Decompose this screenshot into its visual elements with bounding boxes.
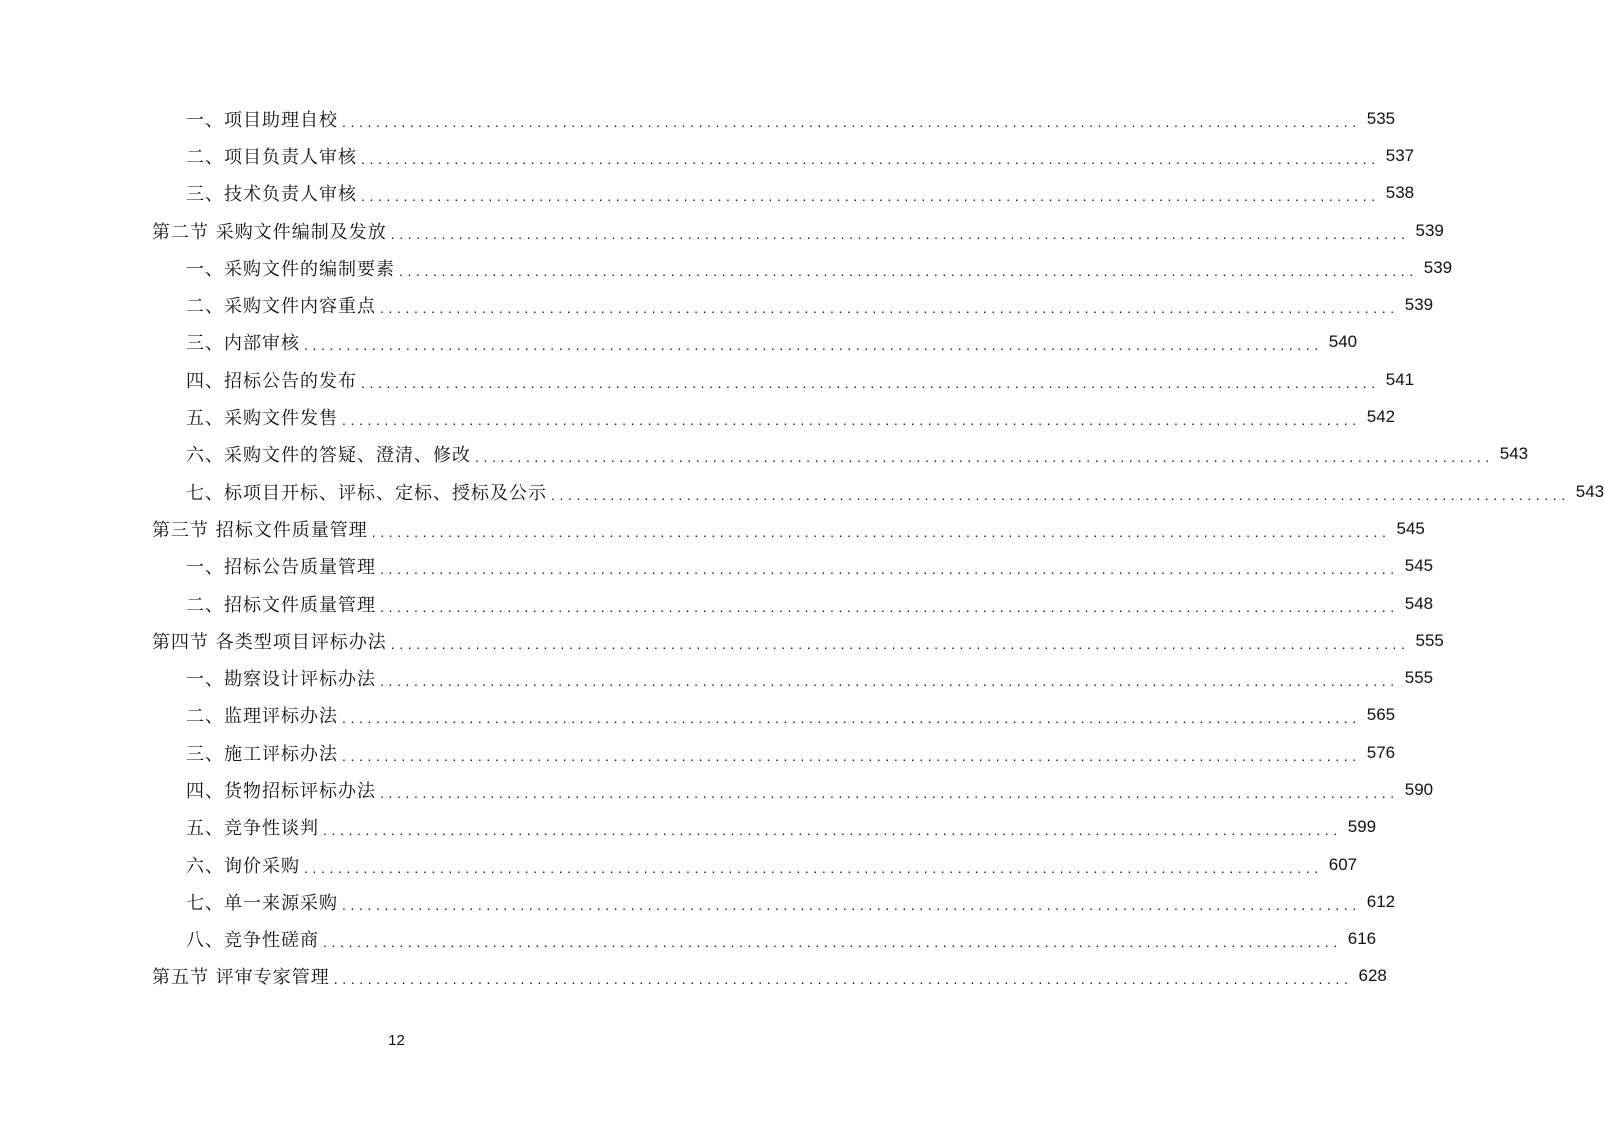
toc-entry-page: 537 xyxy=(1385,145,1415,165)
toc-entry-title: 一、项目助理自校 xyxy=(186,109,338,131)
toc-entry-page: 548 xyxy=(1404,593,1434,613)
toc-entry-page: 535 xyxy=(1366,108,1396,128)
toc-item-row xyxy=(0,585,1434,622)
dot-leader: ........................................................................................................................ xyxy=(380,673,1399,690)
toc-entry-title: 七、标项目开标、评标、定标、授标及公示 xyxy=(186,482,547,504)
toc-entry-title: 六、采购文件的答疑、澄清、修改 xyxy=(186,445,471,467)
toc-item-row xyxy=(0,883,1396,920)
table-of-contents xyxy=(0,100,1604,995)
dot-leader: ........................................................................................................................ xyxy=(399,262,1418,279)
page-number: 12 xyxy=(388,1032,405,1049)
dot-leader: ........................................................................................................................ xyxy=(342,412,1361,429)
toc-section-row xyxy=(0,622,1444,659)
toc-item-row xyxy=(0,771,1434,808)
toc-entry-title: 第四节 各类型项目评标办法 xyxy=(152,631,387,653)
dot-leader: ........................................................................................................................ xyxy=(390,635,1410,652)
toc-entry-page: 539 xyxy=(1415,220,1444,240)
toc-entry-title: 四、招标公告的发布 xyxy=(186,370,357,392)
toc-entry-title: 二、招标文件质量管理 xyxy=(186,594,376,616)
toc-item-row xyxy=(0,473,1604,510)
toc-entry-page: 612 xyxy=(1366,891,1396,911)
dot-leader: ........................................................................................................................ xyxy=(304,337,1323,354)
toc-item-row xyxy=(0,436,1529,473)
dot-leader: ........................................................................................................................ xyxy=(380,561,1399,578)
toc-entry-title: 三、施工评标办法 xyxy=(186,743,338,765)
toc-entry-page: 616 xyxy=(1347,929,1377,949)
toc-entry-title: 第二节 采购文件编制及发放 xyxy=(152,221,387,243)
toc-entry-page: 539 xyxy=(1404,295,1434,315)
toc-entry-page: 542 xyxy=(1366,407,1396,427)
toc-item-row xyxy=(0,846,1358,883)
toc-item-row xyxy=(0,659,1434,696)
toc-section-row xyxy=(0,510,1425,547)
toc-entry-title: 三、内部审核 xyxy=(186,333,300,355)
toc-entry-page: 545 xyxy=(1396,518,1425,538)
dot-leader: ........................................................................................................................ xyxy=(342,747,1361,764)
dot-leader: ........................................................................................................................ xyxy=(361,150,1380,167)
toc-section-row xyxy=(0,958,1387,995)
dot-leader: ........................................................................................................................ xyxy=(323,822,1342,839)
dot-leader: ........................................................................................................................ xyxy=(380,300,1399,317)
dot-leader: ........................................................................................................................ xyxy=(361,374,1380,391)
toc-item-row xyxy=(0,100,1396,137)
toc-entry-title: 一、采购文件的编制要素 xyxy=(186,258,395,280)
toc-entry-title: 第三节 招标文件质量管理 xyxy=(152,519,368,541)
toc-item-row xyxy=(0,921,1377,958)
toc-entry-page: 539 xyxy=(1423,257,1453,277)
toc-entry-page: 541 xyxy=(1385,369,1415,389)
toc-section-row xyxy=(0,212,1444,249)
toc-entry-page: 628 xyxy=(1358,966,1387,986)
toc-entry-title: 七、单一来源采购 xyxy=(186,892,338,914)
dot-leader: ........................................................................................................................ xyxy=(380,784,1399,801)
dot-leader: ........................................................................................................................ xyxy=(361,188,1380,205)
toc-entry-title: 一、勘察设计评标办法 xyxy=(186,669,376,691)
toc-item-row xyxy=(0,361,1415,398)
toc-item-row xyxy=(0,249,1453,286)
toc-entry-page: 545 xyxy=(1404,556,1434,576)
toc-entry-title: 五、采购文件发售 xyxy=(186,408,338,430)
toc-item-row xyxy=(0,398,1396,435)
toc-entry-page: 543 xyxy=(1575,481,1604,501)
dot-leader: ........................................................................................................................ xyxy=(371,523,1391,540)
toc-entry-page: 540 xyxy=(1328,332,1358,352)
toc-entry-page: 538 xyxy=(1385,183,1415,203)
toc-item-row xyxy=(0,175,1415,212)
dot-leader: ........................................................................................................................ xyxy=(551,486,1570,503)
toc-entry-title: 二、监理评标办法 xyxy=(186,706,338,728)
toc-item-row xyxy=(0,286,1434,323)
toc-entry-page: 599 xyxy=(1347,817,1377,837)
toc-entry-page: 576 xyxy=(1366,742,1396,762)
dot-leader: ........................................................................................................................ xyxy=(390,225,1410,242)
toc-entry-page: 555 xyxy=(1415,630,1444,650)
toc-item-row xyxy=(0,734,1396,771)
dot-leader: ........................................................................................................................ xyxy=(475,449,1494,466)
dot-leader: ........................................................................................................................ xyxy=(342,896,1361,913)
toc-entry-title: 五、竞争性谈判 xyxy=(186,818,319,840)
toc-entry-page: 555 xyxy=(1404,668,1434,688)
dot-leader: ........................................................................................................................ xyxy=(304,859,1323,876)
dot-leader: ........................................................................................................................ xyxy=(380,598,1399,615)
toc-entry-title: 六、询价采购 xyxy=(186,855,300,877)
dot-leader: ........................................................................................................................ xyxy=(342,113,1361,130)
dot-leader: ........................................................................................................................ xyxy=(323,934,1342,951)
dot-leader: ........................................................................................................................ xyxy=(333,971,1353,988)
toc-entry-page: 590 xyxy=(1404,779,1434,799)
toc-entry-page: 607 xyxy=(1328,854,1358,874)
toc-item-row xyxy=(0,324,1358,361)
toc-entry-page: 565 xyxy=(1366,705,1396,725)
dot-leader: ........................................................................................................................ xyxy=(342,710,1361,727)
toc-entry-title: 第五节 评审专家管理 xyxy=(152,967,330,989)
toc-entry-title: 二、采购文件内容重点 xyxy=(186,296,376,318)
toc-entry-title: 三、技术负责人审核 xyxy=(186,184,357,206)
toc-entry-title: 一、招标公告质量管理 xyxy=(186,557,376,579)
toc-entry-title: 八、竞争性磋商 xyxy=(186,930,319,952)
toc-entry-title: 四、货物招标评标办法 xyxy=(186,780,376,802)
toc-entry-title: 二、项目负责人审核 xyxy=(186,146,357,168)
toc-item-row xyxy=(0,809,1377,846)
toc-item-row xyxy=(0,137,1415,174)
toc-item-row xyxy=(0,548,1434,585)
toc-entry-page: 543 xyxy=(1499,444,1529,464)
toc-item-row xyxy=(0,697,1396,734)
